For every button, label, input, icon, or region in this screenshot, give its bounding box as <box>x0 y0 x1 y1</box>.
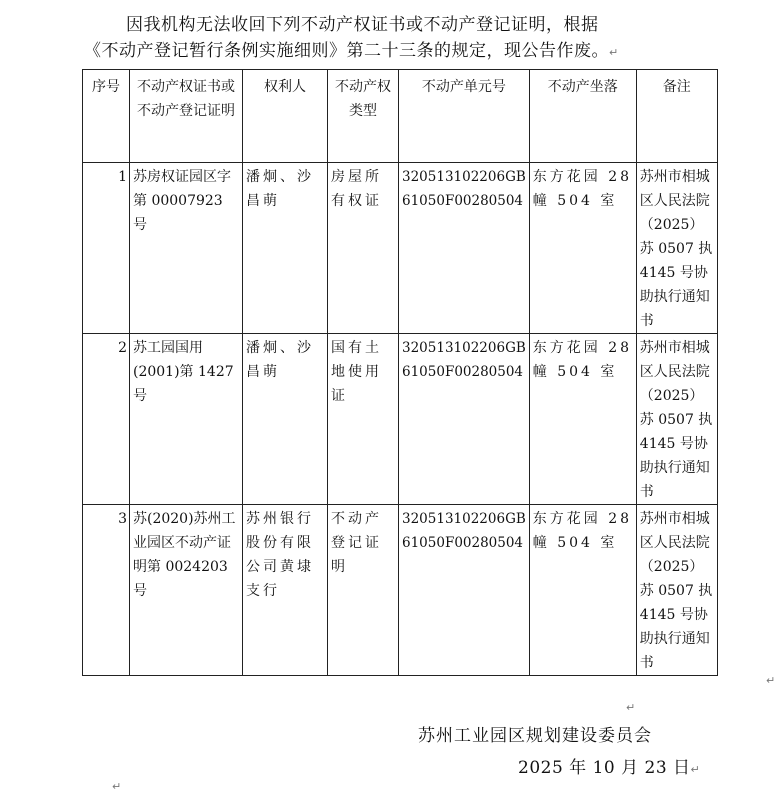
row-owner: 苏州银行股份有限公司黄埭支行 <box>243 505 328 676</box>
row-location: 东方花园 28 幢 504 室 <box>529 334 636 505</box>
row-type: 国有土地使用证 <box>328 334 399 505</box>
unit-no-part-2: 61050F00280504 <box>402 535 524 551</box>
table-header-row <box>83 70 718 163</box>
header-certificate: 不动产权证书或不动产登记证明 <box>130 70 243 163</box>
row-unit-no <box>399 505 530 676</box>
unit-no-part-2: 61050F00280504 <box>402 193 524 209</box>
table-row <box>83 334 718 505</box>
row-type: 不动产登记证明 <box>328 505 399 676</box>
row-location: 东方花园 28 幢 504 室 <box>529 505 636 676</box>
void-certificates-table <box>82 69 718 676</box>
row-certificate: 苏房权证园区字第 00007923 号 <box>130 163 243 334</box>
row-index: 2 <box>83 334 130 505</box>
unit-no-part-2: 61050F00280504 <box>402 364 524 380</box>
row-remark: 苏州市相城区人民法院（2025）苏 0507 执 4145 号协助执行通知书 <box>636 505 717 676</box>
row-owner: 潘炯、沙昌萌 <box>243 334 328 505</box>
paragraph-mark-icon: ↵ <box>766 674 775 687</box>
row-unit-no <box>399 163 530 334</box>
issuing-organization: 苏州工业园区规划建设委员会 <box>418 726 652 746</box>
table-row <box>83 163 718 334</box>
paragraph-mark-icon: ↵ <box>609 46 619 59</box>
paragraph-mark-icon: ↵ <box>626 701 636 714</box>
paragraph-mark-icon: ↵ <box>112 780 122 793</box>
intro-line-2: 《不动产登记暂行条例实施细则》第二十三条的规定，现公告作废。 <box>84 41 609 61</box>
row-remark: 苏州市相城区人民法院（2025）苏 0507 执 4145 号协助执行通知书 <box>636 334 717 505</box>
row-certificate: 苏(2020)苏州工业园区不动产证明第 0024203 号 <box>130 505 243 676</box>
header-remark: 备注 <box>636 70 717 163</box>
row-type: 房屋所有权证 <box>328 163 399 334</box>
header-type: 不动产权类型 <box>328 70 399 163</box>
row-index: 3 <box>83 505 130 676</box>
header-index: 序号 <box>83 70 130 163</box>
header-unit-no: 不动产单元号 <box>399 70 530 163</box>
paragraph-mark-icon: ↵ <box>690 763 701 776</box>
row-certificate: 苏工园国用(2001)第 1427 号 <box>130 334 243 505</box>
notice-date <box>518 753 700 778</box>
unit-no-part-1: 320513102206GB <box>402 169 526 185</box>
row-owner: 潘炯、沙昌萌 <box>243 163 328 334</box>
header-location: 不动产坐落 <box>529 70 636 163</box>
row-remark: 苏州市相城区人民法院（2025）苏 0507 执 4145 号协助执行通知书 <box>636 163 717 334</box>
notice-intro <box>84 12 728 66</box>
row-unit-no <box>399 334 530 505</box>
table-row <box>83 505 718 676</box>
row-location: 东方花园 28 幢 504 室 <box>529 163 636 334</box>
row-index: 1 <box>83 163 130 334</box>
header-owner: 权利人 <box>243 70 328 163</box>
notice-date-text: 2025 年 10 月 23 日 <box>518 758 691 778</box>
intro-line-1: 因我机构无法收回下列不动产权证书或不动产登记证明，根据 <box>126 15 599 35</box>
unit-no-part-1: 320513102206GB <box>402 511 526 527</box>
unit-no-part-1: 320513102206GB <box>402 340 526 356</box>
